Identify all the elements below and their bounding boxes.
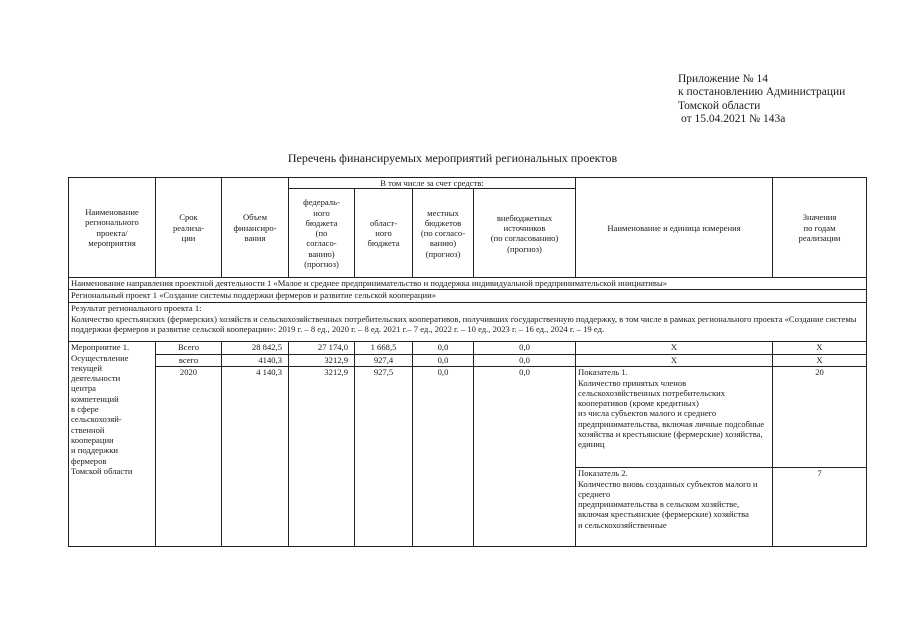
appendix-line: от 15.04.2021 № 143а — [681, 113, 786, 126]
cell-local: 0,0 — [413, 355, 474, 367]
cell-value: X — [773, 355, 867, 367]
header-extra: внебюджетных источников (по согласованию) (прогноз) — [474, 189, 576, 278]
header-term: Срок реализа- ции — [156, 178, 222, 278]
cell-volume: 28 842,5 — [222, 342, 289, 355]
cell-term: Всего — [156, 342, 222, 355]
cell-federal: 27 174,0 — [289, 342, 355, 355]
header-federal: федераль- ного бюджета (по согласо- ванию) (прогноз) — [289, 189, 355, 278]
indicator-2: Показатель 2. Количество вновь созданных субъектов малого и среднего предпринимательства в сельском хозяйстве, включая крестьянские (фермерские) хозяйства и сельскохозяйственные — [576, 468, 773, 547]
appendix-block — [678, 73, 845, 127]
direction-row: Наименование направления проектной деятельности 1 «Малое и среднее предпринимательство и поддержка индивидуальной предпринимательской инициативы» — [69, 278, 867, 290]
result-row: Результат регионального проекта 1: Количество крестьянских (фермерских) хозяйств и сельскохозяйственных потребительских кооперативов, получивших государственную поддержку, в том числе в рамках регионального проекта «Создание системы поддержки фермеров и развитие сельской кооперации»: 2019 г. – 8 ед., 2020 г. – 8 ед. 2021 г.– 7 ед., 2022 г. – 10 ед., 2023 г. – 16 ед., 2024 г. – 19 ед. — [69, 303, 867, 342]
header-volume: Объем финансиро- вания — [222, 178, 289, 278]
appendix-line: к постановлению Администрации — [678, 86, 846, 99]
cell-volume: 4140,3 — [222, 355, 289, 367]
cell-local: 0,0 — [413, 367, 474, 547]
cell-extra: 0,0 — [474, 367, 576, 547]
indicator-1: Показатель 1. Количество принятых членов сельскохозяйственных потребительских кооперативов (кроме кредитных) из числа субъектов малого и среднего предпринимательства, включая личные подсобные хозяйства и крестьянские (фермерские) хозяйства, единиц — [576, 367, 773, 468]
indicator-1-value: 20 — [773, 367, 867, 468]
header-local: местных бюджетов (по согласо- ванию) (прогноз) — [413, 189, 474, 278]
cell-extra: 0,0 — [474, 342, 576, 355]
cell-value: X — [773, 342, 867, 355]
table-row — [69, 367, 867, 468]
cell-indicator: X — [576, 342, 773, 355]
cell-volume: 4 140,3 — [222, 367, 289, 547]
cell-term: 2020 — [156, 367, 222, 547]
table-row — [69, 342, 867, 355]
projects-table — [68, 177, 867, 547]
header-incl: В том числе за счет средств: — [289, 178, 576, 189]
cell-regional: 927,5 — [355, 367, 413, 547]
cell-federal: 3212,9 — [289, 355, 355, 367]
cell-local: 0,0 — [413, 342, 474, 355]
header-years: Значения по годам реализации — [773, 178, 867, 278]
cell-regional: 1 668,5 — [355, 342, 413, 355]
header-name: Наименование регионального проекта/ мероприятия — [69, 178, 156, 278]
document-title: Перечень финансируемых мероприятий региональных проектов — [287, 151, 618, 165]
indicator-2-value: 7 — [773, 468, 867, 547]
cell-indicator: X — [576, 355, 773, 367]
header-indicator: Наименование и единица измерения — [576, 178, 773, 278]
project-row: Региональный проект 1 «Создание системы поддержки фермеров и развитие сельской кооперации» — [69, 290, 867, 303]
cell-regional: 927,4 — [355, 355, 413, 367]
appendix-line: Приложение № 14 — [678, 73, 768, 85]
cell-extra: 0,0 — [474, 355, 576, 367]
table-row — [69, 355, 867, 367]
header-regional: област- ного бюджета — [355, 189, 413, 278]
cell-term: всего — [156, 355, 222, 367]
cell-federal: 3212,9 — [289, 367, 355, 547]
measure-name: Мероприятие 1. Осуществление текущей деятельности центра компетенций в сфере сельскохозяй- ственной кооперации и поддержки фермеров Томской области — [69, 342, 156, 547]
appendix-line: Томской области — [678, 99, 761, 112]
